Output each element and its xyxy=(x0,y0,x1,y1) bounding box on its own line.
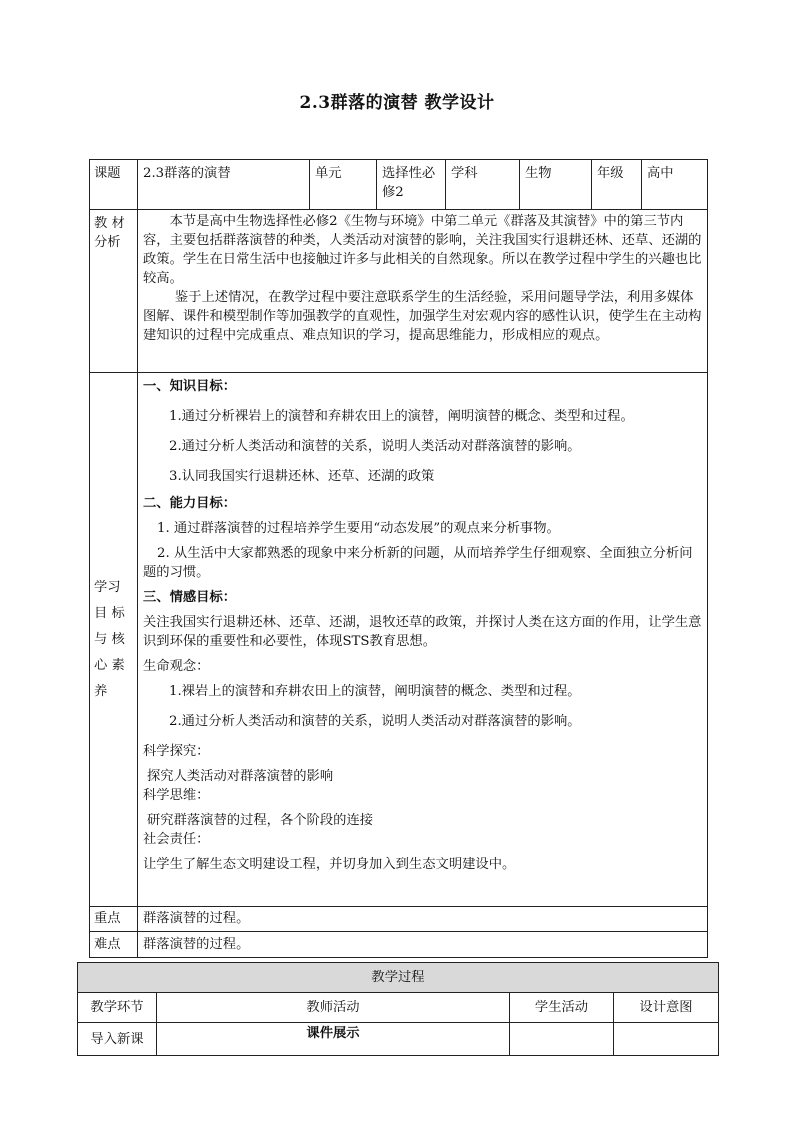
ability-goal-2: 2. 从生活中大家都熟悉的现象中来分析新的问题，从而培养学生仔细观察、全面独立分析问题的习惯。 xyxy=(143,546,693,580)
difficulty-label: 难点 xyxy=(90,932,138,958)
emotion-text: 关注我国实行退耕还林、还草、还湖，退牧还草的政策，并探讨人类在这方面的作用，让学生意识到环保的重要性和必要性，体现STS教育思想。 xyxy=(143,615,702,649)
grade-label: 年级 xyxy=(592,160,642,210)
topic-label: 课题 xyxy=(90,160,138,210)
thinking-text: 研究群落演替的过程，各个阶段的连接 xyxy=(147,813,374,828)
analysis-paragraph-2: 鉴于上述情况，在教学过程中要注意联系学生的生活经验，采用问题导学法，利用多媒体图解、课件和模型制作等加强教学的直观性，加强学生对宏观内容的感性认识，使学生在主动构建知识的过程中完成重点、难点知识的学习，提高思维能力，形成相应的观点。 xyxy=(143,290,702,343)
inquiry-label: 科学探究： xyxy=(143,744,210,759)
social-text: 让学生了解生态文明建设工程，并切身加入到生态文明建设中。 xyxy=(143,857,516,872)
analysis-row xyxy=(90,210,708,373)
thinking-label: 科学思维： xyxy=(143,788,210,803)
knowledge-goal-2: 2.通过分析人类活动和演替的关系，说明人类活动对群落演替的影响。 xyxy=(169,439,581,454)
column-teacher: 教师活动 xyxy=(157,993,510,1023)
topic-value: 2.3群落的演替 xyxy=(138,160,310,210)
knowledge-heading: 一、知识目标： xyxy=(143,379,237,394)
life-concept-1: 1.裸岩上的演替和弃耕农田上的演替，阐明演替的概念、类型和过程。 xyxy=(169,684,581,699)
difficulty-row xyxy=(90,932,708,958)
lesson-info-table xyxy=(89,159,708,958)
key-row xyxy=(90,907,708,932)
key-value: 群落演替的过程。 xyxy=(138,907,708,932)
goals-label: 学习目 标 与 核 心 素养 xyxy=(90,373,138,907)
column-student: 学生活动 xyxy=(510,993,614,1023)
goals-content xyxy=(138,373,708,907)
row1-intent xyxy=(614,1023,719,1056)
life-concept-2: 2.通过分析人类活动和演替的关系，说明人类活动对群落演替的影响。 xyxy=(169,714,581,729)
teaching-process-table xyxy=(77,962,719,1056)
process-columns-row xyxy=(78,993,719,1023)
unit-label: 单元 xyxy=(310,160,377,210)
life-concept-label: 生命观念： xyxy=(143,659,210,674)
subject-value: 生物 xyxy=(520,160,592,210)
analysis-content xyxy=(138,210,708,373)
ability-heading: 二、能力目标： xyxy=(143,496,237,511)
process-heading: 教学过程 xyxy=(78,963,719,993)
process-row-1 xyxy=(78,1023,719,1056)
subject-label: 学科 xyxy=(446,160,520,210)
column-intent: 设计意图 xyxy=(614,993,719,1023)
unit-value: 选择性必修2 xyxy=(377,160,446,210)
social-label: 社会责任： xyxy=(143,832,210,847)
inquiry-text: 探究人类活动对群落演替的影响 xyxy=(147,769,334,784)
row1-teacher: 课件展示 xyxy=(157,1023,510,1056)
row1-stage: 导入新课 xyxy=(78,1023,157,1056)
difficulty-value: 群落演替的过程。 xyxy=(138,932,708,958)
grade-value: 高中 xyxy=(642,160,708,210)
analysis-label: 教 材 分析 xyxy=(90,210,138,373)
column-stage: 教学环节 xyxy=(78,993,157,1023)
row1-student xyxy=(510,1023,614,1056)
knowledge-goal-1: 1.通过分析裸岩上的演替和弃耕农田上的演替，阐明演替的概念、类型和过程。 xyxy=(169,409,634,424)
key-label: 重点 xyxy=(90,907,138,932)
ability-goal-1: 1. 通过群落演替的过程培养学生要用“动态发展”的观点来分析事物。 xyxy=(157,521,560,536)
process-heading-row xyxy=(78,963,719,993)
emotion-heading: 三、情感目标： xyxy=(143,590,237,605)
goals-row xyxy=(90,373,708,907)
knowledge-goal-3: 3.认同我国实行退耕还林、还草、还湖的政策 xyxy=(169,469,435,484)
document-title: 2.3群落的演替 教学设计 xyxy=(299,93,495,113)
info-row xyxy=(90,160,708,210)
analysis-paragraph-1: 本节是高中生物选择性必修2《生物与环境》中第二单元《群落及其演替》中的第三节内容，主要包括群落演替的种类，人类活动对演替的影响，关注我国实行退耕还林、还草、还湖的政策。学生在日常生活中也接触过许多与此相关的自然现象。所以在教学过程中学生的兴趣也比较高。 xyxy=(143,214,702,286)
